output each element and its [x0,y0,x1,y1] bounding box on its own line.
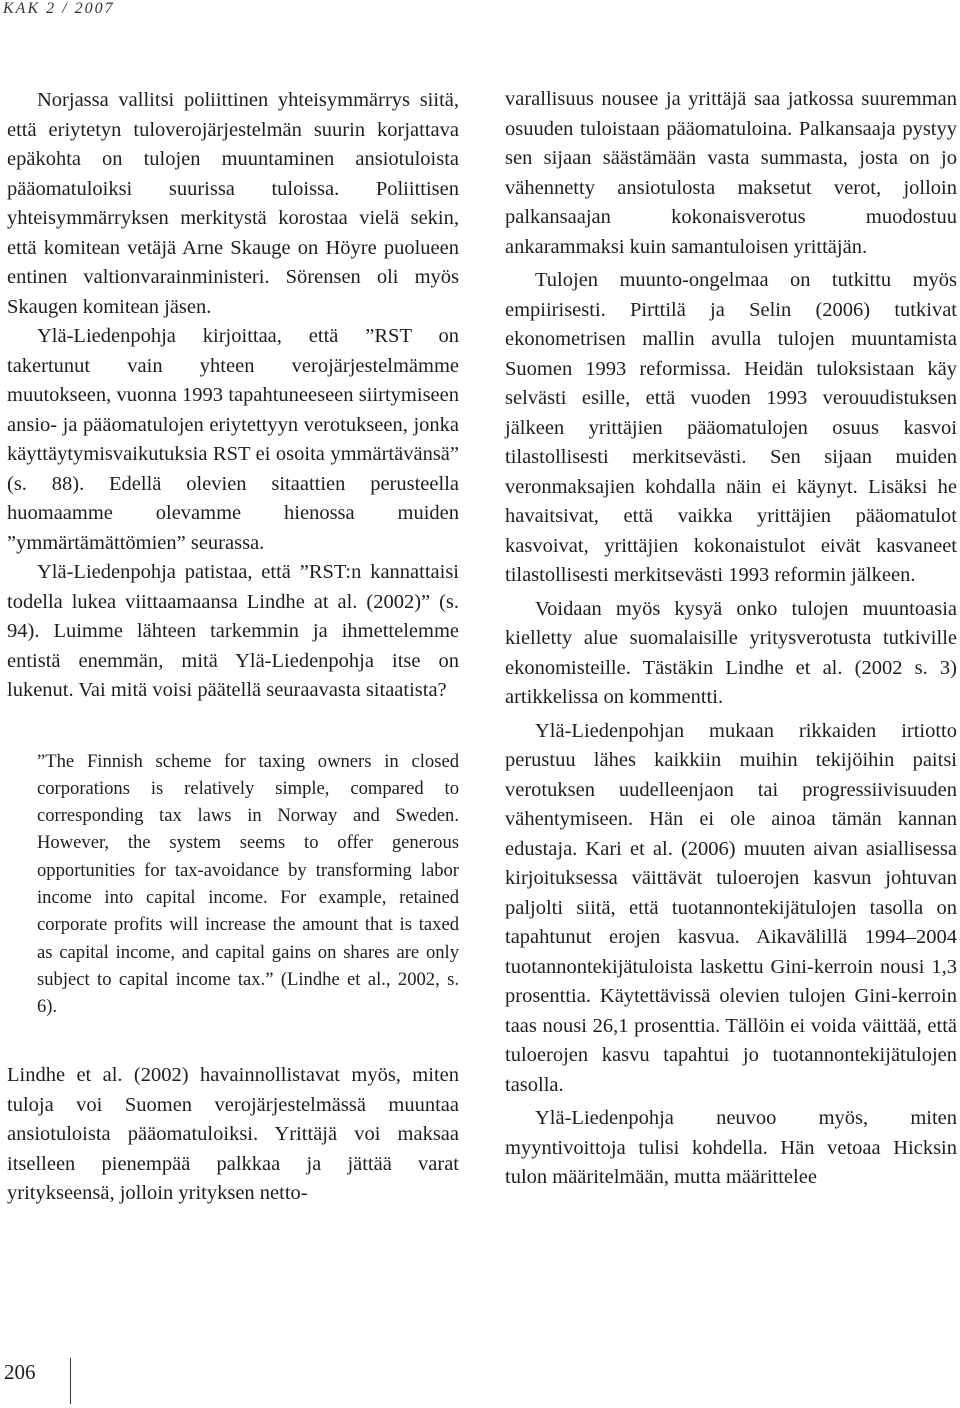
folio-divider [70,1358,71,1404]
paragraph: Ylä-Liedenpohja kirjoittaa, että ”RST on takertunut vain yhteen verojärjestelmämme muutokseen, vuonna 1993 tapahtuneeseen siirtymiseen ansio- ja pääomatulojen eriytettyyn verotukseen, jonka käyttäytymisvaikutuksia RST ei osoita ymmärtävänsä” (s. 88). Edellä olevien sitaattien perusteella huomaamme olevamme hienossa muiden ”ymmärtämättömien” seurassa. [7,325,459,554]
paragraph: Ylä-Liedenpohjan mukaan rikkaiden irtiotto perustuu lähes kaikkiin muihin tekijöihin paitsi verotuksen uudelleenjaon tai progressiivisuuden vähentymiseen. Hän ei ole ainoa tämän kannan edustaja. Kari et al. (2006) muuten aivan asiallisessa kirjoituksessa väittävät tuloerojen kasvun johtuvan paljolti siitä, että tuotannontekijätulojen tasolla on tapahtunut erojen kasvua. Aikavälillä 1994–2004 tuotannontekijätuloista laskettu Gini-kerroin nousi 1,3 prosenttia. Käytettävissä olevien tulojen Gini-kerroin taas nousi 26,1 prosenttia. Tällöin ei voida väittää, että tuloerojen kasvu tapahtui jo tuotannontekijätulojen tasolla. [505,719,957,1096]
paragraph: Voidaan myös kysyä onko tulojen muuntoasia kielletty alue suomalaisille yritysverotusta tutkiville ekonomisteille. Tästäkin Lindhe et al. (2002 s. 3) artikkelissa on kommentti. [505,597,957,708]
paragraph: Norjassa vallitsi poliittinen yhteisymmärrys siitä, että eriytetyn tuloverojärjestelmän suurin korjattava epäkohta on tulojen muuntaminen ansiotuloista pääomatuloiksi suurissa tuloissa. Poliittisen yhteisymmärryksen merkitystä korostaa vielä sekin, että komitean vetäjä Arne Skauge on Höyre puolueen entinen valtionvarainministeri. Sörensen oli myös Skaugen komitean jäsen. [7,89,459,318]
page-number: 206 [4,1360,36,1384]
paragraph: Ylä-Liedenpohja patistaa, että ”RST:n kannattaisi todella lukea viittaamaansa Lindhe at al. (2002)” (s. 94). Luimme lähteen tarkemmin ja ihmettelemme entistä enemmän, mitä Ylä-Liedenpohja itse on lukenut. Vai mitä voisi päätellä seuraavasta sitaatista? [7,561,459,701]
block-quote: ”The Finnish scheme for taxing owners in closed corporations is relatively simple, compared to corresponding tax laws in Norway and Sweden. However, the system seems to offer generous opportunities for tax-avoidance by transforming labor income into capital income. For example, retained corporate profits will increase the amount that is taxed as capital income, and capital gains on shares are only subject to capital income tax.” (Lindhe et al., 2002, s. 6). [37,750,459,1018]
paragraph: Ylä-Liedenpohja neuvoo myös, miten myyntivoittoja tulisi kohdella. Hän vetoaa Hicksin tulon määritelmään, mutta määrittelee [505,1107,957,1188]
paragraph: Lindhe et al. (2002) havainnollistavat myös, miten tuloja voi Suomen verojärjestelmässä muuntaa ansiotuloista pääomatuloiksi. Yrittäjä voi maksaa itselleen pienempää palkkaa ja jättää varat yritykseensä, jolloin yrityksen netto- [7,1064,459,1205]
running-head: KAK 2 / 2007 [3,0,115,17]
right-column [505,85,957,1193]
paragraph: varallisuus nousee ja yrittäjä saa jatkossa suuremman osuuden tuloistaan pääomatuloina. Palkansaaja pystyy sen sijaan säästämään vasta summasta, josta on jo vähennetty ansiotulosta maksetut verot, jolloin palkansaajan kokonaisverotus muodostuu ankarammaksi kuin samantuloisen yrittäjän. [505,88,957,258]
paragraph: Tulojen muunto-ongelmaa on tutkittu myös empiirisesti. Pirttilä ja Selin (2006) tutkivat ekonometrisen mallin avulla tulojen muuntamista Suomen 1993 reformissa. Heidän tuloksistaan käy selvästi esille, että vuoden 1993 verouudistuksen jälkeen yrittäjien pääomatulojen osuus kasvoi tilastollisesti merkitsevästi. Sen sijaan muiden veronmaksajien kohdalla näin ei käynyt. Lisäksi he havaitsivat, että vaikka yrittäjien pääomatulot kasvoivat, yrittäjien kokonaistulot eivät kasvaneet tilastollisesti merkitsevästi 1993 reformin jälkeen. [505,269,957,586]
left-column [7,86,459,1209]
